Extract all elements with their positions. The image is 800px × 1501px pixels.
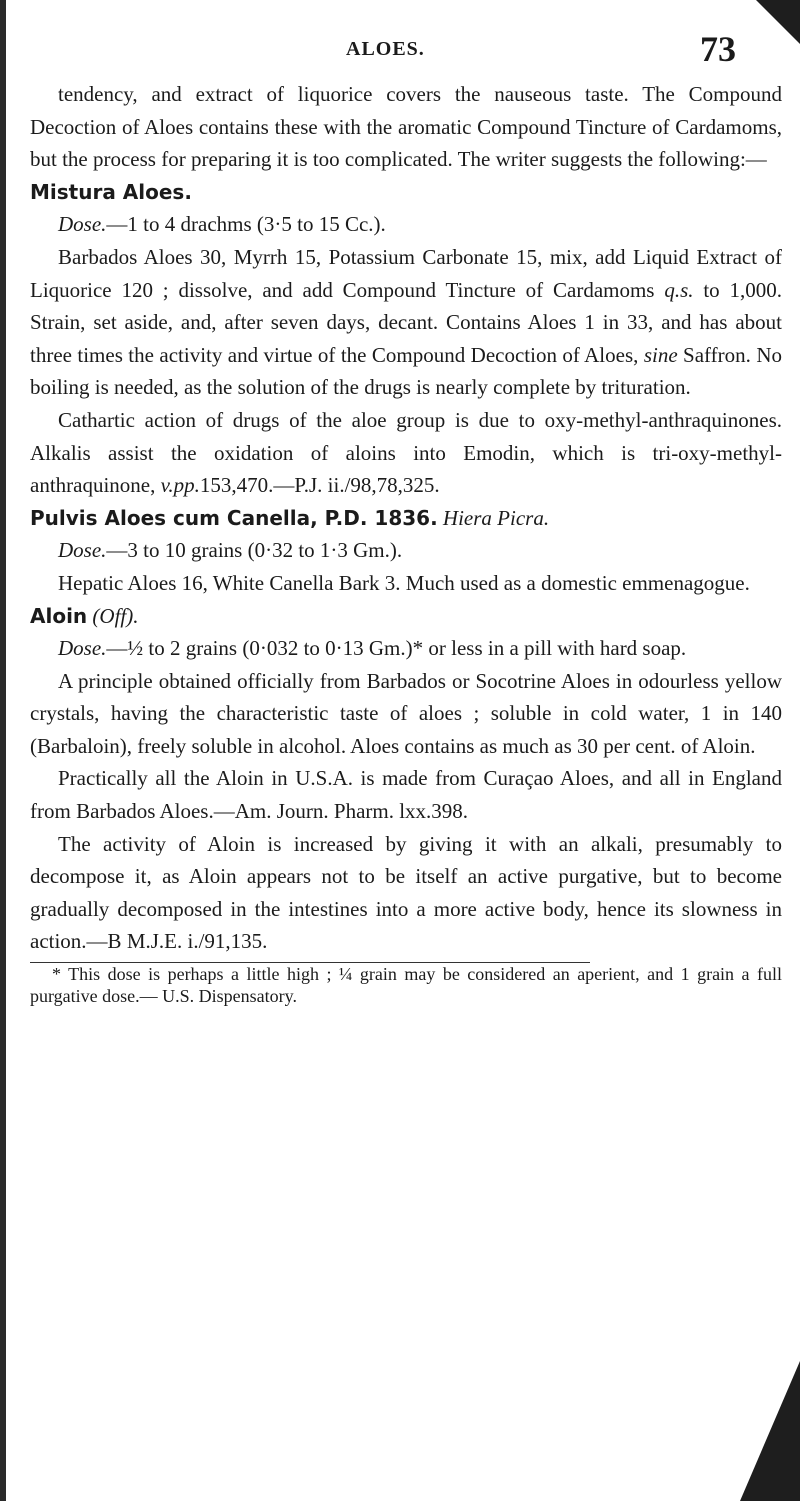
dose-text: —3 to 10 grains (0·32 to 1·3 Gm.). (106, 538, 403, 563)
cathartic-paragraph (30, 404, 782, 502)
dose-text: —1 to 4 drachms (3·5 to 15 Cc.). (106, 212, 386, 237)
official-mark: (Off). (92, 603, 139, 628)
running-head: ALOES. (346, 38, 425, 60)
dose-label: Dose. (58, 212, 107, 237)
cathartic-ref: v.pp. (160, 473, 200, 498)
section-heading: Aloin (30, 603, 88, 628)
mistura-aloes-heading (30, 176, 782, 209)
section-heading: Mistura Aloes. (30, 179, 192, 204)
footnote: * This dose is perhaps a little high ; ¼ grain may be considered an aperient, and 1 grain a full purgative dose.— U.S. Dispensatory. (30, 964, 782, 1007)
mistura-recipe (30, 241, 782, 404)
recipe-text: Saffron. No boiling is needed, as the solution of the drugs is nearly complete by trituration. (30, 342, 782, 400)
cathartic-text: Cathartic action of drugs of the aloe group is due to oxy-methyl-anthraquinones. Alkalis assist the oxidation of aloins into Emodin, which is tri-oxy-methyl-anthraquinone, (30, 407, 782, 498)
pulvis-dose (30, 534, 782, 567)
paragraph-liquorice: tendency, and extract of liquorice covers the nauseous taste. The Compound Decoction of Aloes contains these with the aromatic Compound Tincture of Cardamoms, but the process for preparing it is too complicated. The writer suggests the following:— (30, 82, 782, 172)
recipe-qs: q.s. (664, 277, 694, 302)
dose-label: Dose. (58, 538, 107, 563)
dose-text: —½ to 2 grains (0·032 to 0·13 Gm.)* or less in a pill with hard soap. (106, 636, 687, 661)
pulvis-recipe: Hepatic Aloes 16, White Canella Bark 3. Much used as a domestic emmenagogue. (58, 570, 750, 595)
page-body (30, 78, 782, 1007)
cathartic-text: 153,470.—P.J. ii./98,78,325. (199, 473, 440, 498)
page-number: 73 (700, 29, 736, 69)
aloin-activity: The activity of Aloin is increased by giving it with an alkali, presumably to decompose it, as Aloin appears not to be itself an active purgative, but to become gradually decomposed in the intestines into a more active body, hence its slowness in action.—B M.J.E. i./91,135. (30, 831, 782, 954)
pulvis-aloes-heading (30, 502, 782, 535)
alt-name: Hiera Picra. (442, 505, 550, 530)
aloin-description: A principle obtained officially from Barbados or Socotrine Aloes in odourless yellow crystals, having the characteristic taste of aloes ; soluble in cold water, 1 in 140 (Barbaloin), freely soluble in alcohol. Aloes contains as much as 30 per cent. of Aloin. (30, 668, 782, 758)
aloin-sources: Practically all the Aloin in U.S.A. is made from Curaçao Aloes, and all in England from Barbados Aloes.—Am. Journ. Pharm. lxx.398. (30, 766, 782, 824)
aloin-dose (30, 632, 782, 665)
dose-label: Dose. (58, 636, 107, 661)
aloin-heading (30, 600, 782, 633)
page-corner-shadow (740, 1361, 800, 1501)
recipe-text: Barbados Aloes 30, Myrrh 15, Potassium Carbonate 15, mix, add Liquid Extract of Liquorice 120 ; dissolve, and add Compound Tincture of Cardamoms (30, 244, 782, 302)
section-heading: Pulvis Aloes cum Canella, P.D. 1836. (30, 505, 438, 530)
recipe-sine: sine (643, 342, 678, 367)
mistura-dose (30, 208, 782, 241)
page-header (0, 29, 800, 72)
page-edge-shadow (0, 0, 6, 1501)
recipe-text: to 1,000. Strain, set aside, and, after seven days, decant. Contains Aloes 1 in 33, and has about three times the activity and virtue of the Compound Decoction of Aloes, (30, 277, 782, 367)
